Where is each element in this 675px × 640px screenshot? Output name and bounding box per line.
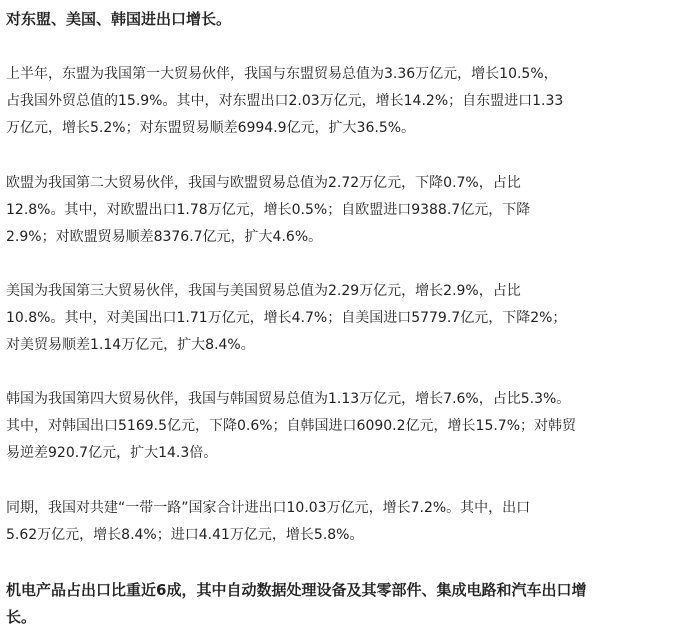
paragraph-line: 万亿元，增长5.2%；对东盟贸易顺差6994.9亿元，扩大36.5%。 [6,120,416,136]
paragraph-line: 其中，对韩国出口5169.5亿元，下降0.6%；自韩国进口6090.2亿元，增长15.7%；对韩贸 [6,418,577,434]
paragraph-belt-road [6,495,530,549]
paragraph-line: 12.8%。其中，对欧盟出口1.78万亿元，增长0.5%；自欧盟进口9388.7亿元，下降 [6,202,531,218]
paragraph-line: 10.8%。其中，对美国出口1.71万亿元，增长4.7%；自美国进口5779.7亿元，下降2%； [6,310,567,326]
paragraph-line: 上半年，东盟为我国第一大贸易伙伴，我国与东盟贸易总值为3.36万亿元，增长10.5%， [6,66,558,82]
paragraph-us [6,278,566,359]
paragraph-asean [6,61,563,142]
paragraph-line: 占我国外贸总值的15.9%。其中，对东盟出口2.03万亿元，增长14.2%；自东盟进口1.33 [6,93,564,109]
heading-line: 机电产品占出口比重近6成，其中自动数据处理设备及其零部件、集成电路和汽车出口增 [6,581,587,599]
paragraph-line: 同期，我国对共建“一带一路”国家合计进出口10.03万亿元，增长7.2%。其中，出口 [6,500,531,516]
paragraph-line: 易逆差920.7亿元，扩大14.3倍。 [6,445,218,461]
section-heading: 对东盟、美国、韩国进出口增长。 [6,10,232,28]
paragraph-korea [6,386,576,467]
paragraph-eu [6,170,530,251]
paragraph-line: 欧盟为我国第二大贸易伙伴，我国与欧盟贸易总值为2.72万亿元，下降0.7%，占比 [6,175,521,191]
section-heading-electromechanical [6,577,586,631]
paragraph-line: 5.62万亿元，增长8.4%；进口4.41万亿元，增长5.8%。 [6,527,364,543]
paragraph-line: 2.9%；对欧盟贸易顺差8376.7亿元，扩大4.6%。 [6,229,323,245]
paragraph-line: 美国为我国第三大贸易伙伴，我国与美国贸易总值为2.29万亿元，增长2.9%，占比 [6,283,521,299]
paragraph-line: 韩国为我国第四大贸易伙伴，我国与韩国贸易总值为1.13万亿元，增长7.6%，占比5.3%。 [6,391,571,407]
paragraph-line: 对美贸易顺差1.14万亿元，扩大8.4%。 [6,337,255,353]
heading-line: 长。 [6,608,37,626]
